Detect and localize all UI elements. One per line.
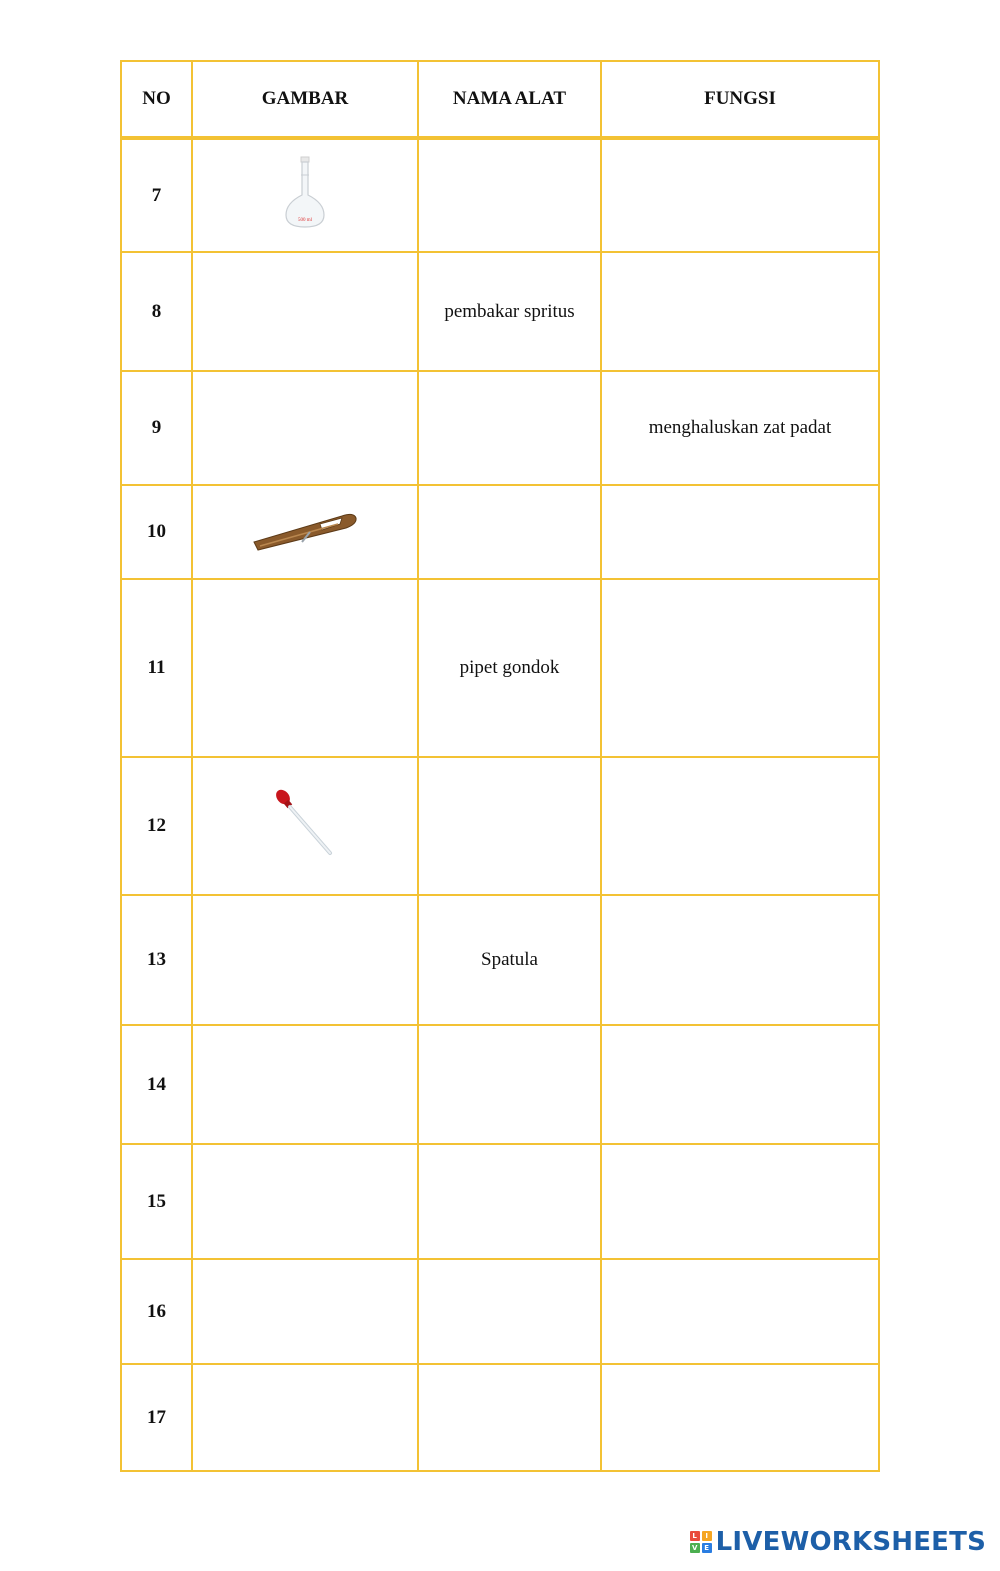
tool-name-cell: Spatula <box>418 895 601 1025</box>
function-cell: menghaluskan zat padat <box>601 371 879 485</box>
function-cell[interactable] <box>601 757 879 895</box>
picture-cell <box>192 485 418 579</box>
row-number: 8 <box>121 252 192 371</box>
equipment-table <box>120 60 880 1472</box>
table-row <box>121 371 879 485</box>
row-number: 10 <box>121 485 192 579</box>
table-header-row <box>121 61 879 138</box>
row-number: 7 <box>121 138 192 252</box>
table-row <box>121 579 879 757</box>
function-cell[interactable] <box>601 138 879 252</box>
function-cell[interactable] <box>601 252 879 371</box>
header-nama-alat: NAMA ALAT <box>418 61 601 138</box>
row-number: 13 <box>121 895 192 1025</box>
picture-cell[interactable] <box>192 1259 418 1364</box>
svg-text:500 ml: 500 ml <box>297 217 313 223</box>
volumetric-flask-icon <box>280 155 330 231</box>
function-cell[interactable] <box>601 485 879 579</box>
picture-cell[interactable] <box>192 1364 418 1471</box>
function-cell[interactable] <box>601 1259 879 1364</box>
picture-cell[interactable] <box>192 579 418 757</box>
header-gambar: GAMBAR <box>192 61 418 138</box>
tool-name-cell[interactable] <box>418 1364 601 1471</box>
table-row <box>121 1025 879 1144</box>
test-tube-clamp-icon <box>250 504 360 554</box>
table-row <box>121 252 879 371</box>
table-row <box>121 485 879 579</box>
tool-name-cell[interactable] <box>418 1144 601 1259</box>
row-number: 12 <box>121 757 192 895</box>
tool-name-cell[interactable] <box>418 1259 601 1364</box>
table-row <box>121 1259 879 1364</box>
function-cell[interactable] <box>601 1144 879 1259</box>
picture-cell[interactable] <box>192 895 418 1025</box>
function-cell[interactable] <box>601 1364 879 1471</box>
row-number: 11 <box>121 579 192 757</box>
row-number: 15 <box>121 1144 192 1259</box>
table-row <box>121 895 879 1025</box>
liveworksheets-logo[interactable] <box>690 1527 986 1557</box>
row-number: 14 <box>121 1025 192 1144</box>
row-number: 17 <box>121 1364 192 1471</box>
picture-cell <box>192 757 418 895</box>
logo-mark-icon: L I V E <box>690 1531 712 1553</box>
tool-name-cell[interactable] <box>418 138 601 252</box>
table-row <box>121 757 879 895</box>
picture-cell[interactable] <box>192 371 418 485</box>
tool-name-cell: pipet gondok <box>418 579 601 757</box>
table-row <box>121 1364 879 1471</box>
table-row <box>121 1144 879 1259</box>
row-number: 16 <box>121 1259 192 1364</box>
tool-name-cell[interactable] <box>418 485 601 579</box>
header-no: NO <box>121 61 192 138</box>
picture-cell[interactable] <box>192 1025 418 1144</box>
brand-name: LIVEWORKSHEETS <box>715 1527 986 1557</box>
picture-cell[interactable] <box>192 1144 418 1259</box>
header-fungsi: FUNGSI <box>601 61 879 138</box>
function-cell[interactable] <box>601 1025 879 1144</box>
tool-name-cell[interactable] <box>418 757 601 895</box>
dropper-pipette-icon <box>270 787 340 859</box>
tool-name-cell[interactable] <box>418 1025 601 1144</box>
function-cell[interactable] <box>601 895 879 1025</box>
table-row <box>121 138 879 252</box>
function-cell[interactable] <box>601 579 879 757</box>
picture-cell <box>192 138 418 252</box>
picture-cell[interactable] <box>192 252 418 371</box>
row-number: 9 <box>121 371 192 485</box>
tool-name-cell: pembakar spritus <box>418 252 601 371</box>
worksheet <box>120 60 878 1472</box>
tool-name-cell[interactable] <box>418 371 601 485</box>
